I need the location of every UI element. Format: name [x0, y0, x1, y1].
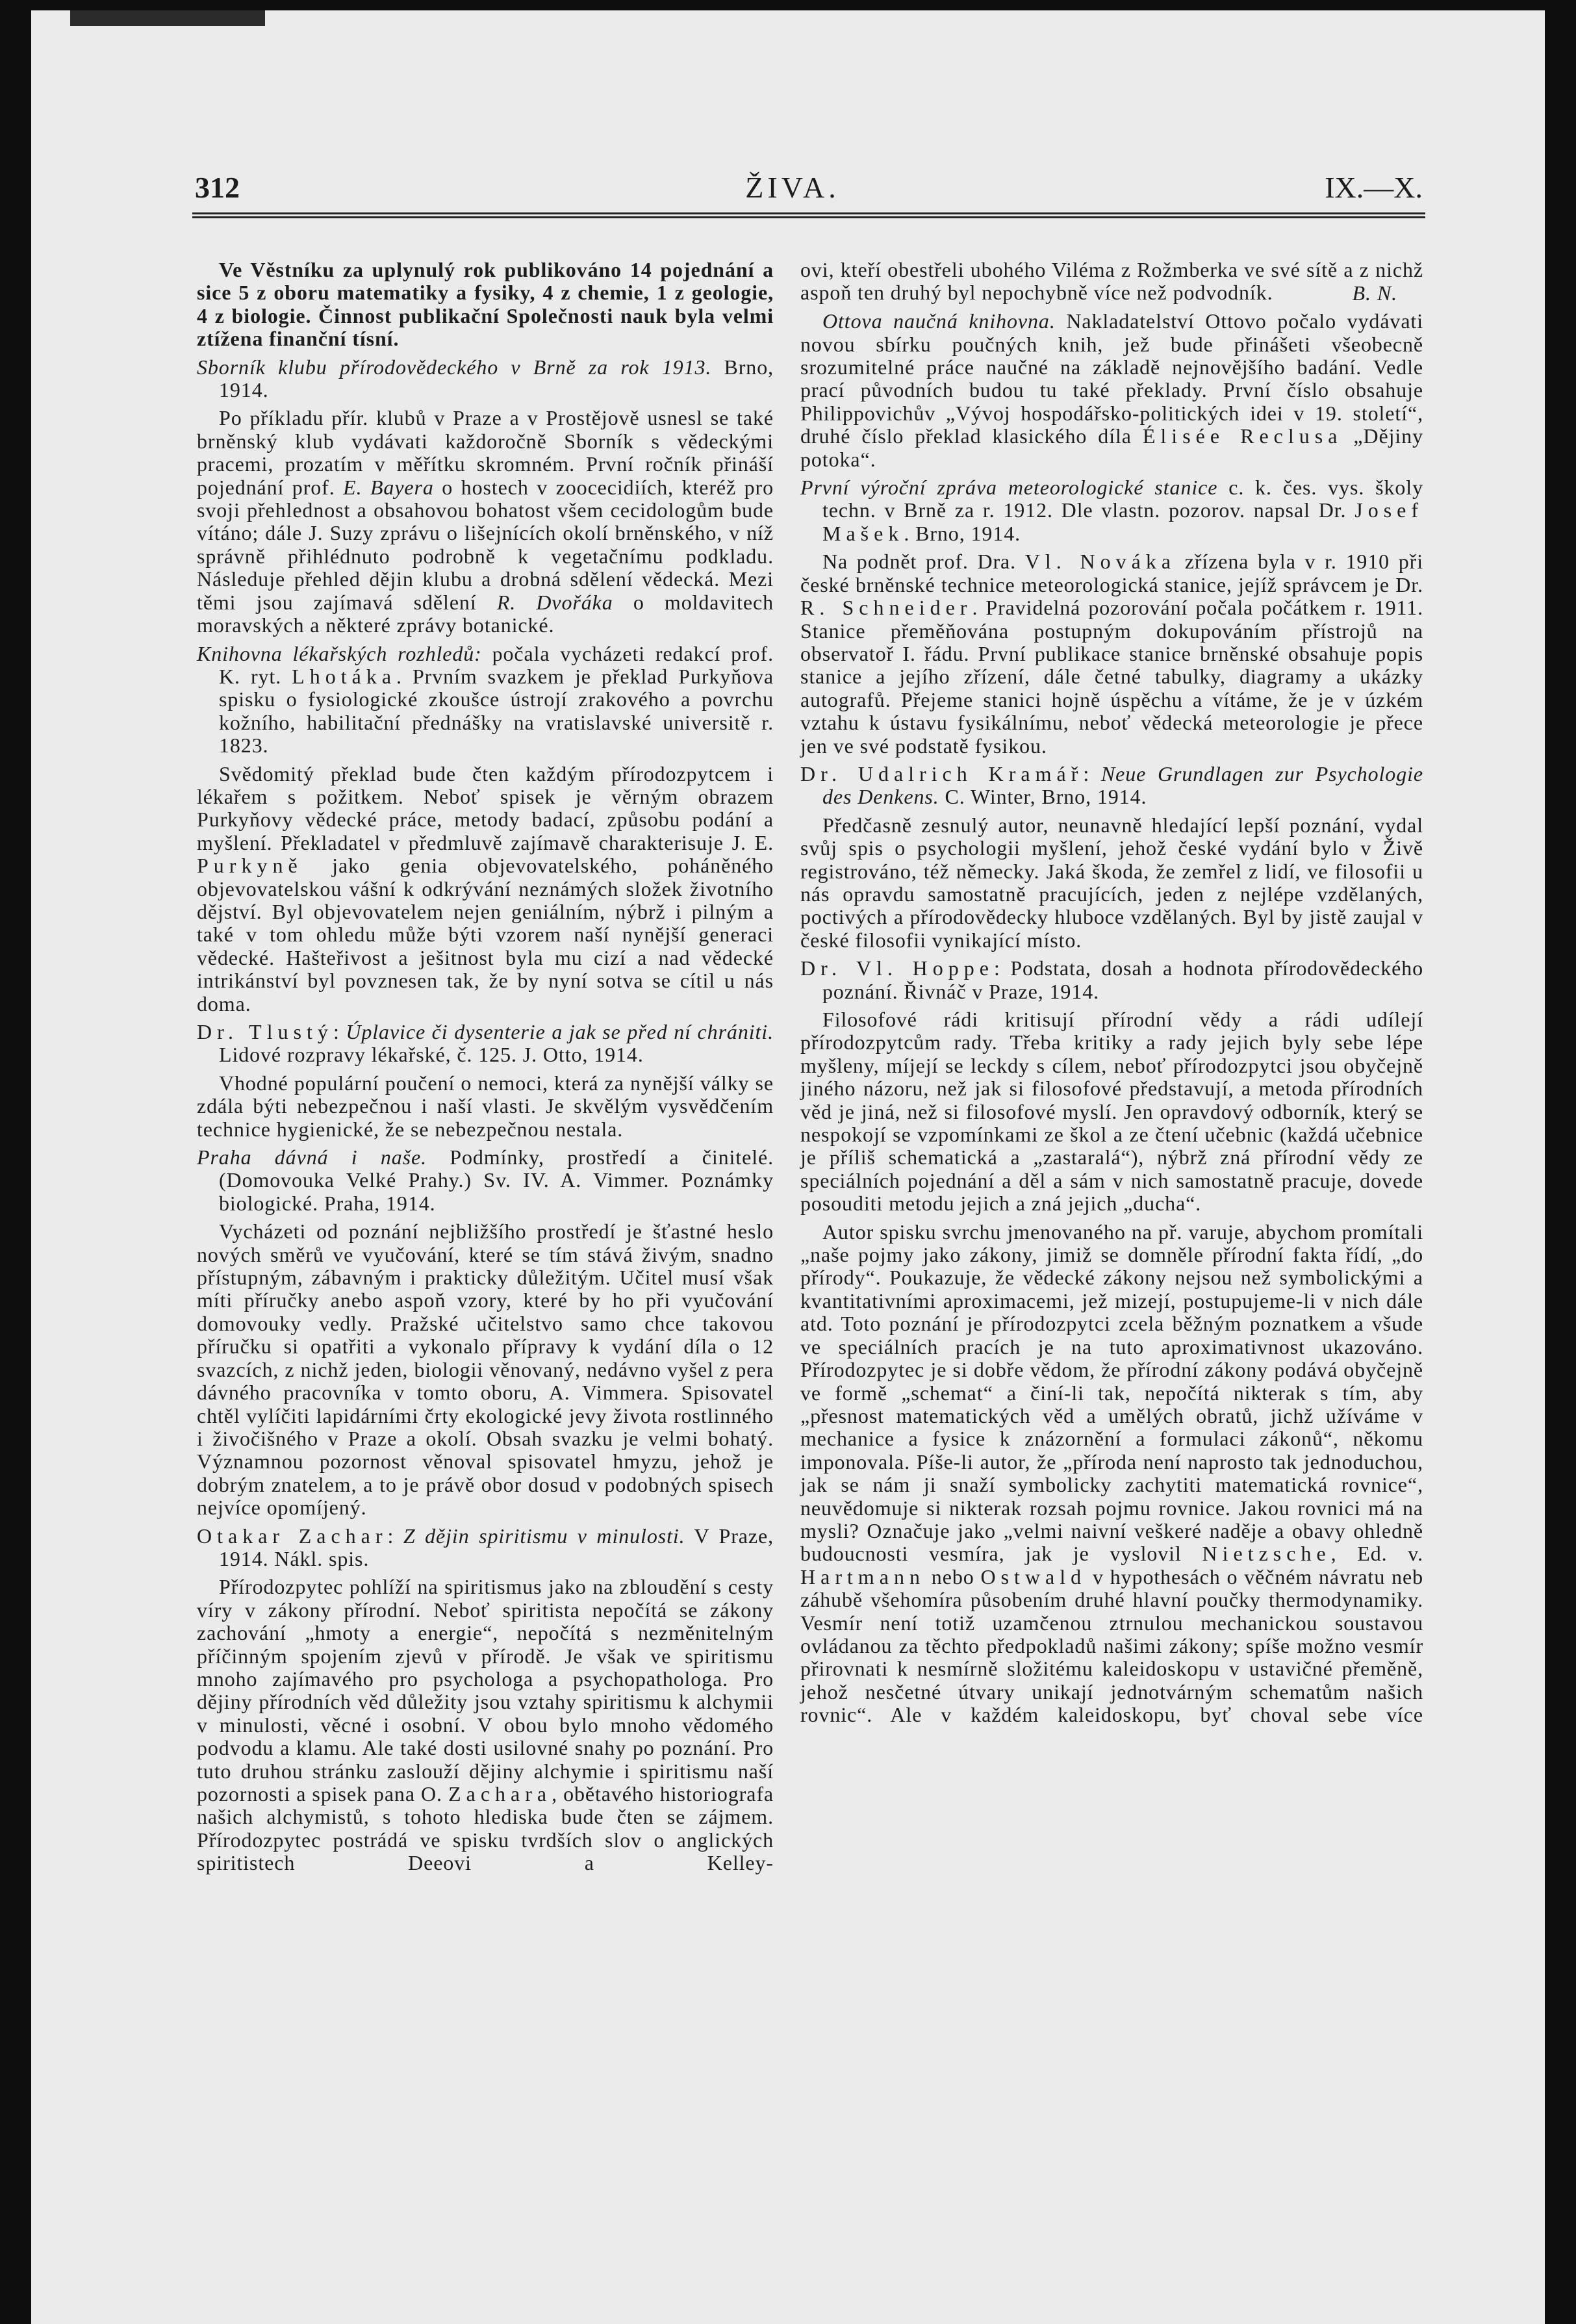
review-entry-heading	[800, 763, 1423, 809]
text-segment: :	[1083, 761, 1101, 785]
text-segment: Po příkladu přír. klubů v Praze a v Prostějově usnesl se také brněnský klub vydávati každoročně Sborník s vědeckými pracemi, prozatím v měřítku skromném. První ročník přináší pojednání prof.	[197, 406, 774, 499]
text-segment: ovi, kteří obestřeli ubohého Viléma z Rožmberka ve své sítě a z nichž aspoň ten druhý byl nepochybně více než podvodník.	[800, 258, 1423, 305]
text-segment: v hypothesách o věčném návratu neb záhubě všehomíra působením druhé hlavní poučky thermodynamiky. Vesmír není totiž uzamčenou ztrnulou mechanickou soustavou ovládanou za těchto předpokladů našimi zákony; spíše možno vesmír přirovnati k nesmírně složitému kaleidoskopu v ustavičné přeměně, jehož nesčetné útvary unikají jednotvárným schematům našich rovnic“. Ale v každém kaleidoskopu, byť choval sebe více	[800, 1564, 1424, 1727]
italic-title: Ottova naučná knihovna.	[822, 309, 1056, 333]
text-segment: o moldavitech moravských a některé zprávy botanické.	[197, 590, 774, 637]
paragraph	[197, 763, 774, 1015]
italic-title: R. Dvořáka	[496, 590, 613, 614]
reviewer-signature: B. N.	[1352, 281, 1397, 305]
paragraph	[197, 259, 774, 351]
text-segment: Brno, 1914.	[219, 355, 774, 402]
text-segment: c. k. čes. vys. školy techn. v Brně za r. 1912. Dle vlastn. pozorov. napsal Dr.	[822, 476, 1423, 522]
author-name: Dr. Vl. Hoppe	[800, 956, 994, 980]
paragraph	[197, 1576, 774, 1874]
paragraph	[800, 1221, 1423, 1727]
text-segment: Autor spisku svrchu jmenovaného na př. varuje, abychom promítali „naše pojmy jako zákony, jimiž se domněle přírodní fakta řídí, „do přírody“. Poukazuje, že vědecké zákony nejsou než symbolickými a kvantitativními aproximacemi, jež mizejí, postupujeme-li v nich dále atd. Toto poznání je přírodozpytci zcela běžným poznatkem a všude ve speciálních pracích je na tuto aproximativnost ukazováno. Přírodozpytec je si dobře vědom, že přírodní zákony podává obyčejně ve formě „schemat“ a činí-li tak, nepočítá nikterak s tím, aby „přesnost matematických věd a umělých obratů, jichž užíváme v mechanice a fysice k znázornění a formulaci zákonů“, někomu imponovala. Píše-li autor, že „příroda není naprosto tak jednoduchou, jak se nám ji snaží symbolicky zachytiti matematická rovnice“, neuvědomuje si nikterak rozsah pojmu rovnice. Jakou rovnici má na mysli? Označuje jako „velmi naivní veškeré naděje a obavy ohledně budoucnosti vesmíra, jak je vyslovil	[800, 1219, 1423, 1566]
text-segment: Na podnět prof. Dra.	[822, 550, 1025, 574]
paragraph	[800, 259, 1423, 305]
page-number-text: 312	[195, 171, 240, 204]
text-segment: C. Winter, Brno, 1914.	[939, 785, 1147, 809]
text-segment: Podmínky, prostředí a činitelé. (Domovouka Velké Prahy.) Sv. IV. A. Vimmer. Poznámky biologické. Praha, 1914.	[219, 1145, 774, 1215]
text-segment: nebo	[924, 1564, 981, 1589]
author-name: Dr. Tlustý	[197, 1020, 333, 1043]
review-entry-heading	[800, 957, 1423, 1003]
italic-title: E. Bayera	[343, 475, 434, 499]
author-name: Purkyně	[197, 854, 303, 878]
review-entry-heading	[197, 1021, 774, 1067]
text-segment: Nakladatelství Ottovo počalo vydávati novou sbírku poučných knih, jež bude přinášeti všeobecně srozumitelné práce naučné na základě nejnovějšího badání. Vedle prací původních budou tu také překlady. První číslo obsahuje Philippovichův „Vývoj hospodářsko-politických idei v 19. století“, druhé číslo překlad klasického díla	[800, 309, 1424, 448]
text-segment: Svědomitý překlad bude čten každým přírodozpytcem i lékařem s požitkem. Neboť spisek je věrným obrazem Purkyňovy vědecké práce, metody badací, způsobu podání a myšlení. Překladatel v předmluvě zajímavě charakterisuje J. E.	[197, 761, 774, 854]
text-segment: . Brno, 1914.	[904, 521, 1021, 545]
text-segment: Ve Věstníku za uplynulý rok publikováno 14 pojednání a sice 5 z oboru matematiky a fysiky, 4 z chemie, 1 z geologie, 4 z biologie. Činnost publikační Společnosti nauk byla velmi ztížena finanční tísní.	[197, 258, 774, 351]
author-name: Otakar Zachar	[197, 1524, 388, 1548]
issue-number: IX.—X.	[1325, 171, 1423, 204]
text-segment: . Prvním svazkem je překlad Purkyňova spisku o fysiologické zkoušce ústrojí zrakového a povrchu kožního, habilitační přednášky na vratislavské universitě r. 1823.	[219, 664, 774, 758]
text-segment: Přírodozpytec pohlíží na spiritismus jako na zbloudění s cesty víry v zákony přírodní. Neboť spiritista nepočítá se zákony zachování „hmoty a energie“, nepočítá s nezměnitelným příčinným spojením zjevů v přírodě. Je však ve spiritismu mnoho zajímavého pro psychologa a psychopathologa. Pro dějiny přírodních věd důležity jsou vztahy spiritismu k alchymii v minulosti, věcné i osobní. V obou bylo mnoho vědomého podvodu a klamu. Ale také dosti usilovné snahy po poznání. Pro tuto druhou stránku zaslouží dějiny alchymie i spiritismu naší pozornosti a spisek pana O.	[197, 1575, 774, 1806]
text-segment: počala vycházeti redakcí prof. K. ryt.	[219, 641, 774, 688]
left-column	[197, 259, 774, 1880]
text-segment: :	[333, 1020, 346, 1043]
review-entry-heading	[197, 1146, 774, 1215]
text-segment: . Pravidelná pozorování počala počátkem r. 1911. Stanice přeměňována postupným dokupováním přístrojů na observatoř I. řádu. První publikace stanice brněnské obsahuje popis stanice a jejího zřízení, dále četné tabulky, diagramy a ukázky autografů. Přejeme stanici hojně úspěchu a vítáme, že je v úzkém vztahu k ústavu fysikálnímu, neboť vědecká meteorologie je přece jen ve své podstatě fysikou.	[800, 596, 1424, 758]
author-name: Ostwald	[980, 1564, 1087, 1589]
paragraph	[197, 1072, 774, 1141]
right-column	[800, 259, 1423, 1732]
journal-title: ŽIVA.	[745, 171, 840, 204]
text-segment: Lidové rozpravy lékařské, č. 125. J. Otto, 1914.	[219, 1043, 644, 1067]
paragraph	[197, 1220, 774, 1519]
text-segment: :	[387, 1524, 403, 1548]
text-segment: , obětavého historiografa našich alchymistů, s tohoto hlediska bude čten se zájmem. Přírodozpytec postrádá ve spisku tvrdších slov o anglických spiritistech Deeovi a Kelley-	[197, 1782, 774, 1875]
text-segment: V Praze, 1914. Nákl. spis.	[219, 1524, 774, 1570]
text-segment: : Podstata, dosah a hodnota přírodovědeckého poznání. Řivnáč v Praze, 1914.	[822, 956, 1423, 1003]
paragraph	[800, 310, 1423, 471]
text-segment: Vhodné populární poučení o nemoci, která za nynější války se zdála býti nebezpečnou i naší vlasti. Je skvělým vysvědčením technice hygienické, že se nebezpečnou nestala.	[197, 1071, 774, 1141]
review-entry-heading	[197, 643, 774, 758]
author-name: Josef Mašek	[822, 498, 1423, 545]
text-segment: Filosofové rádi kritisují přírodní vědy a rádi udílejí přírodozpytcům rady. Třeba kritiky a rady jejich byly sebe lépe myšleny, míjejí se leckdy s cílem, neboť přírodozpytci jsou obyčejně jiného názoru, než jak si filosofové představují, a metoda přírodních věd je jiná, než si filosofové myslí. Jen opravdový odborník, který se nespokojí se vzpomínkami ze škol a ze čtení učebnic (každá učebnice je příliš schematická a „zastaralá“), nýbrž zná přírodní vědy ze speciálních pojednání a děl a sám v nich samostatně pracuje, dovede posouditi metodu jejich a zná jejich „ducha“.	[800, 1008, 1423, 1216]
author-name: Zachara	[448, 1782, 552, 1806]
text-segment: „Dějiny potoka“.	[800, 424, 1423, 471]
author-name: Dr. Udalrich Kramář	[800, 761, 1084, 785]
review-entry-heading	[197, 1525, 774, 1571]
italic-title: Úplavice či dysenterie a jak se před ní chrániti.	[346, 1020, 774, 1043]
author-name: Hartmann	[800, 1564, 925, 1589]
author-name: Vl. Nováka	[1024, 550, 1176, 574]
text-segment: Vycházeti od poznání nejbližšího prostředí je šťastné heslo nových směrů ve vyučování, které se tím stává živým, snadno přístupným, zábavným i prakticky důležitým. Učitel musí však míti příručky anebo aspoň vzory, které by ho při vyučování domovouky vedly. Pražské učitelstvo samo chce takovou příručku si opatřiti a vykonalo přípravy k vydání díla o 12 svazcích, z nichž jeden, biologii věnovaný, nedávno vyšel z pera dávného pracovníka v tomto oboru, A. Vimmera. Spisovatel chtěl vylíčiti lapidárními črty ekologické jevy života rostlinného i živočišného v Praze a okolí. Obsah svazku je velmi bohatý. Významnou pozornost věnoval spisovatel hmyzu, jehož je dobrým znatelem, a to je právě obor dosud v podobných spisech nejvíce opomíjený.	[197, 1219, 774, 1520]
author-name: Lhotáka	[292, 664, 397, 688]
italic-title: Praha dávná i naše.	[197, 1145, 427, 1169]
paragraph	[800, 1008, 1423, 1216]
paragraph	[800, 814, 1423, 952]
italic-title: Z dějin spiritismu v minulosti.	[403, 1524, 685, 1548]
text-segment: , Ed. v.	[1330, 1542, 1423, 1566]
text-segment: zřízena byla v r. 1910 při české brněnské technice meteorologická stanice, jejíž správcem je Dr.	[800, 550, 1423, 596]
text-segment: Předčasně zesnulý autor, neunavně hledající lepší poznání, vydal svůj spis o psychologii myšlení, jehož české vydání bylo v Živě registrováno, též německy. Jaká škoda, že zemřel z lidí, ve filosofii u nás opravdu samostatně pracujících, jeden z nejlépe vzdělaných, poctivých a přírodovědecky hluboce vzdělaných. Byl by jistě zaujal v české filosofii vynikající místo.	[800, 813, 1423, 952]
author-name: Nietzsche	[1202, 1542, 1331, 1566]
paragraph	[800, 550, 1423, 758]
text-segment: jako genia objevovatelského, poháněného objevovatelskou vášní k odkrývání neznámých složek životního dějství. Byl objevovatelem nejen geniálním, nýbrž i pilným a také v tom ohledu může býti vzorem naší nynější generaci vědecké. Hašteřivost a ješitnost byla mu cizí a nad vědecké intrikánství byl povznesen tak, že by nyní sotva se cítil u nás doma.	[197, 854, 774, 1015]
italic-title: První výroční zpráva meteorologické stanice	[800, 476, 1218, 500]
header-rule	[192, 212, 1425, 218]
scan-edge-mark	[70, 10, 265, 26]
author-name: R. Schneider	[800, 596, 972, 620]
paragraph	[197, 407, 774, 637]
review-entry-heading	[197, 356, 774, 402]
review-entry-heading	[800, 476, 1423, 545]
author-name: Élisée Reclusa	[1142, 424, 1343, 448]
italic-title: Sborník klubu přírodovědeckého v Brně za rok 1913.	[197, 355, 712, 379]
italic-title: Neue Grundlagen zur Psychologie des Denkens.	[822, 761, 1423, 809]
text-segment: o hostech v zoocecidiích, kteréž pro svoji přehlednost a obsahovou bohatost všem cecidologům bude vítáno; dále J. Suzy zprávu o lišejnících okolí brněnského, v níž správně přihlédnuto podrobně k vegetačnímu podkladu. Následuje přehled dějin klubu a drobná sdělení vědecká. Mezi těmi jsou zajímavá sdělení	[197, 475, 774, 614]
italic-title: Knihovna lékařských rozhledů:	[197, 641, 482, 665]
